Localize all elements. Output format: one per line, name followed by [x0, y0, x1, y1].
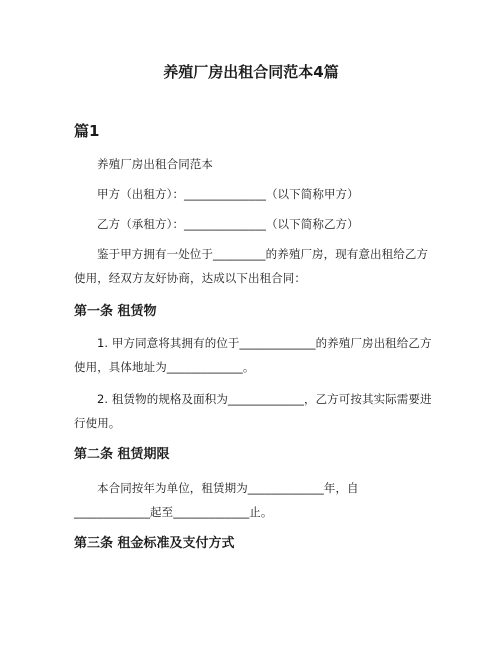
article-2-clause-1: 本合同按年为单位，租赁期为_____________年，自_____________起至_____________止。: [74, 481, 359, 519]
article-2-heading: 第二条 租赁期限: [74, 447, 170, 462]
article-1-heading: 第一条 租赁物: [74, 304, 157, 319]
template-name-paragraph: 养殖厂房出租合同范本: [97, 157, 213, 171]
section-heading: 篇1: [74, 122, 100, 140]
party-b-paragraph: 乙方（承租方）：______________（以下简称乙方）: [97, 217, 359, 231]
article-3-heading: 第三条 租金标准及支付方式: [74, 536, 235, 551]
party-a-paragraph: 甲方（出租方）：______________（以下简称甲方）: [97, 187, 359, 201]
intro-paragraph: 鉴于甲方拥有一处位于_________的养殖厂房，现有意出租给乙方使用，经双方友好协商，达成以下出租合同：: [74, 247, 429, 285]
article-1-clause-2: 2. 租赁物的规格及面积为_____________，乙方可按其实际需要进行使用。: [74, 392, 432, 430]
article-1-clause-1: 1. 甲方同意将其拥有的位于_____________的养殖厂房出租给乙方使用，具体地址为_____________。: [74, 336, 432, 374]
document-title: 养殖厂房出租合同范本4篇: [163, 63, 339, 81]
